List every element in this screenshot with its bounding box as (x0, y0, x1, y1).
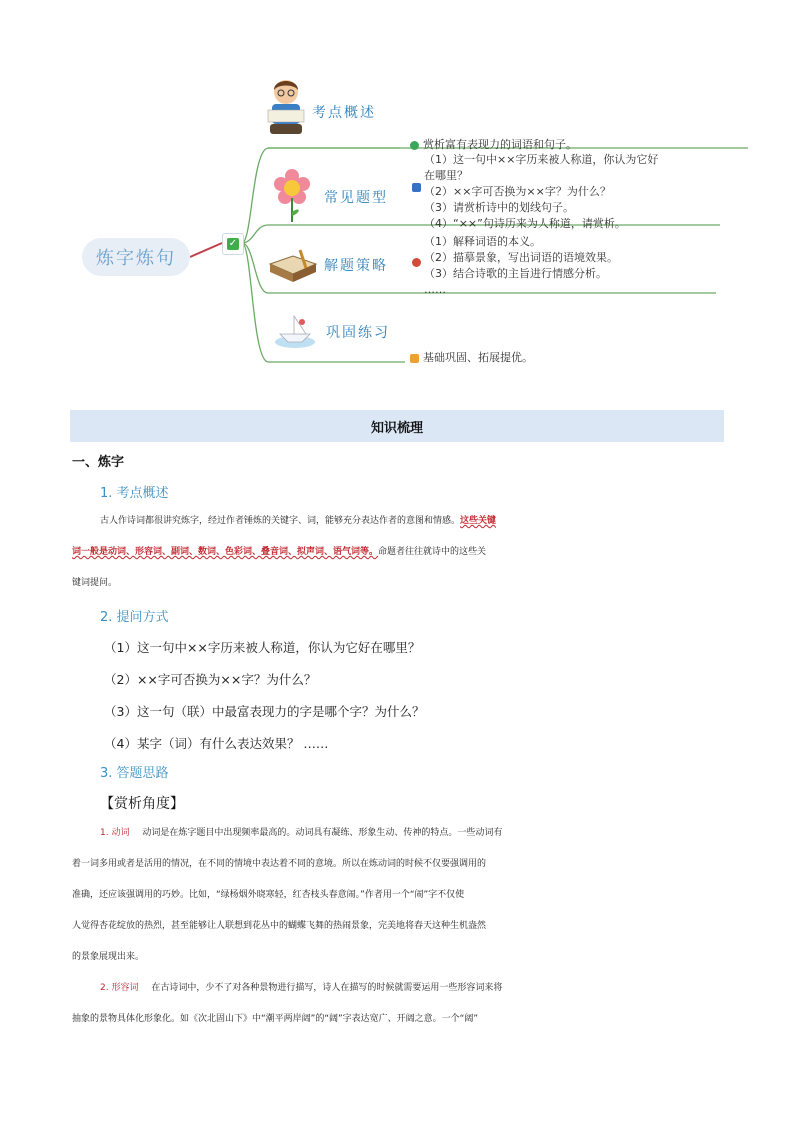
branch-strategy-label: 解题策略 (324, 258, 388, 274)
para-text: 键词提问。 (72, 578, 118, 588)
para-text: 人觉得杏花绽放的热烈，甚至能够让人联想到花丛中的蝴蝶飞舞的热闹景象，完美地将春天这种生机盎然 (72, 921, 487, 931)
para-text: 抽象的景物具体化形象化。如《次北固山下》中“潮平两岸阔”的“阔”字表达宽广、开阔之意。一个“阔” (72, 1014, 478, 1024)
heading-lianzi: 一、炼字 (72, 455, 125, 470)
section-title: 知识梳理 (70, 410, 724, 442)
para-text: 在古诗词中，少不了对各种景物进行描写，诗人在描写的时候就需要运用一些形容词来将 (151, 983, 503, 993)
leaf-types-line: （4）“××”句诗历来为人称道，请赏析。 (424, 217, 626, 230)
flower-icon (272, 168, 312, 224)
question-item: （1）这一句中××字历来被人称道，你认为它好在哪里？ (104, 640, 421, 655)
subheading-question-types: 2. 提问方式 (100, 610, 169, 625)
para-text: 的景象展现出来。 (72, 952, 145, 962)
verb-label: 1. 动词 (100, 828, 130, 838)
leaf-strategy-line: （2）描摹景象，写出词语的语境效果。 (424, 251, 618, 264)
checkbox-icon: ✓ (222, 233, 244, 255)
circle-bullet-icon (410, 141, 419, 150)
paragraph-overview (72, 506, 732, 599)
para-key-text: 这些关键 (460, 516, 497, 526)
leaf-strategy (424, 234, 724, 298)
square-bullet-icon (410, 354, 419, 363)
paragraph-verb (72, 818, 732, 973)
leaf-practice-text: 基础巩固、拓展提优。 (423, 351, 533, 364)
question-item: （4）某字（词）有什么表达效果？ …… (104, 736, 329, 751)
leaf-strategy-line: （1）解释词语的本义。 (424, 235, 541, 248)
leaf-types-line: 在哪里？ (424, 169, 468, 182)
leaf-types (424, 152, 724, 232)
para-key-text: 词一般是动词、形容词、副词、数词、色彩词、叠音词、拟声词、语气词等。 (72, 547, 379, 557)
subheading-overview: 1. 考点概述 (100, 486, 169, 501)
leaf-types-line: （2）××字可否换为××字？为什么？ (424, 185, 611, 198)
book-icon (266, 244, 320, 284)
angle-title: 【赏析角度】 (100, 796, 184, 812)
branch-overview-label: 考点概述 (312, 105, 376, 121)
para-text: 动词是在炼字题目中出现频率最高的。动词具有凝练、形象生动、传神的特点。一些动词有 (142, 828, 503, 838)
branch-practice-label: 巩固练习 (326, 325, 390, 341)
adjective-label: 2. 形容词 (100, 983, 139, 993)
branch-types-label: 常见题型 (324, 190, 388, 206)
leaf-overview-text: 赏析富有表现力的词语和句子。 (423, 138, 577, 151)
paper-boat-icon (272, 310, 318, 350)
para-text: 命题者往往就诗中的这些关 (378, 547, 487, 557)
paragraph-adjective (72, 973, 732, 1035)
leaf-types-line: （1）这一句中××字历来被人称道，你认为它好 (424, 153, 659, 166)
red-bullet-icon (412, 258, 421, 267)
subheading-answer-approach: 3. 答题思路 (100, 766, 169, 781)
reading-boy-icon (262, 76, 310, 138)
para-text: 着一词多用或者是活用的情况，在不同的情境中表达着不同的意境。所以在炼动词的时候不仅要强调用的 (72, 859, 487, 869)
para-text: 古人作诗词都很讲究炼字，经过作者锤炼的关键字、词，能够充分表达作者的意图和情感。 (100, 516, 461, 526)
leaf-overview (410, 137, 577, 153)
leaf-strategy-line: （3）结合诗歌的主旨进行情感分析。 (424, 267, 607, 280)
mindmap-root: 炼字炼句 (82, 238, 190, 276)
leaf-practice (410, 350, 533, 366)
question-item: （2）××字可否换为××字？为什么？ (104, 672, 317, 687)
leaf-types-line: （3）请赏析诗中的划线句子。 (424, 201, 574, 214)
leaf-strategy-line: …… (424, 283, 446, 296)
para-text: 准确，还应该强调用的巧妙。比如，“绿杨烟外晓寒轻，红杏枝头春意闹。”作者用一个“闹”字不仅使 (72, 890, 465, 900)
person-bullet-icon (412, 183, 421, 192)
question-item: （3）这一句（联）中最富表现力的字是哪个字？为什么？ (104, 704, 425, 719)
